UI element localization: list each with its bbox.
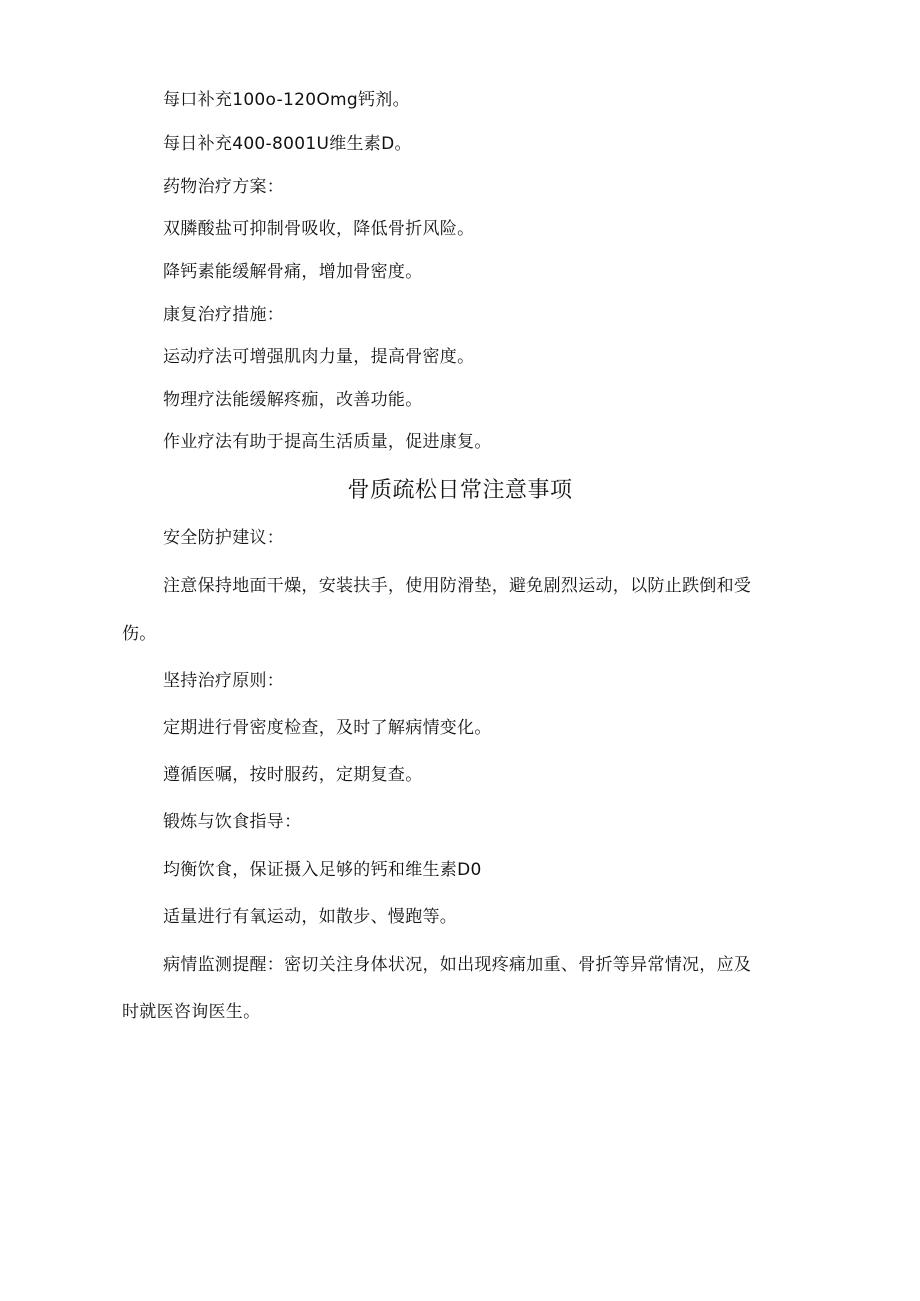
section-title: 骨质疏松日常注意事项 bbox=[347, 478, 573, 503]
drug-plan-label: 药物治疗方案： bbox=[163, 177, 285, 197]
principle-label: 坚持治疗原则： bbox=[163, 671, 285, 691]
physical-therapy-text: 物理疗法能缓解疼痂，改善功能。 bbox=[163, 390, 423, 410]
occupational-therapy-text: 作业疗法有助于提高生活质量，促进康复。 bbox=[163, 432, 492, 452]
vitamin-d-supplement-text: 每日补充400-8001U维生素D。 bbox=[163, 134, 412, 154]
safety-label: 安全防护建议： bbox=[163, 528, 285, 548]
aerobic-text: 适量进行有氧运动，如散步、慢跑等。 bbox=[163, 907, 458, 927]
safety-text-line1: 注意保持地面干燥，安装扶手，使用防滑垫，避免剧烈运动，以防止跌倒和受 bbox=[163, 576, 752, 596]
calcium-supplement-text: 每口补充100o-120Omg钙剂。 bbox=[163, 90, 410, 110]
safety-text-line2: 伤。 bbox=[122, 624, 157, 644]
follow-advice-text: 遵循医嘱，按时服药，定期复查。 bbox=[163, 765, 423, 785]
monitor-text-line2: 时就医咨询医生。 bbox=[122, 1002, 261, 1022]
monitor-text-line1: 病情监测提醒：密切关注身体状况，如出现疼痛加重、骨折等异常情况，应及 bbox=[163, 955, 752, 975]
rehab-label: 康复治疗措施： bbox=[163, 305, 285, 325]
calcitonin-text: 降钙素能缓解骨痛，增加骨密度。 bbox=[163, 262, 423, 282]
balanced-diet-text: 均衡饮食，保证摄入足够的钙和维生素D0 bbox=[163, 860, 482, 880]
exercise-therapy-text: 运动疗法可增强肌肉力量，提高骨密度。 bbox=[163, 347, 475, 367]
regular-check-text: 定期进行骨密度检查，及时了解病情变化。 bbox=[163, 718, 492, 738]
exercise-diet-label: 锻炼与饮食指导： bbox=[163, 812, 302, 832]
bisphosphonate-text: 双膦酸盐可抑制骨吸收，降低骨折风险。 bbox=[163, 219, 475, 239]
